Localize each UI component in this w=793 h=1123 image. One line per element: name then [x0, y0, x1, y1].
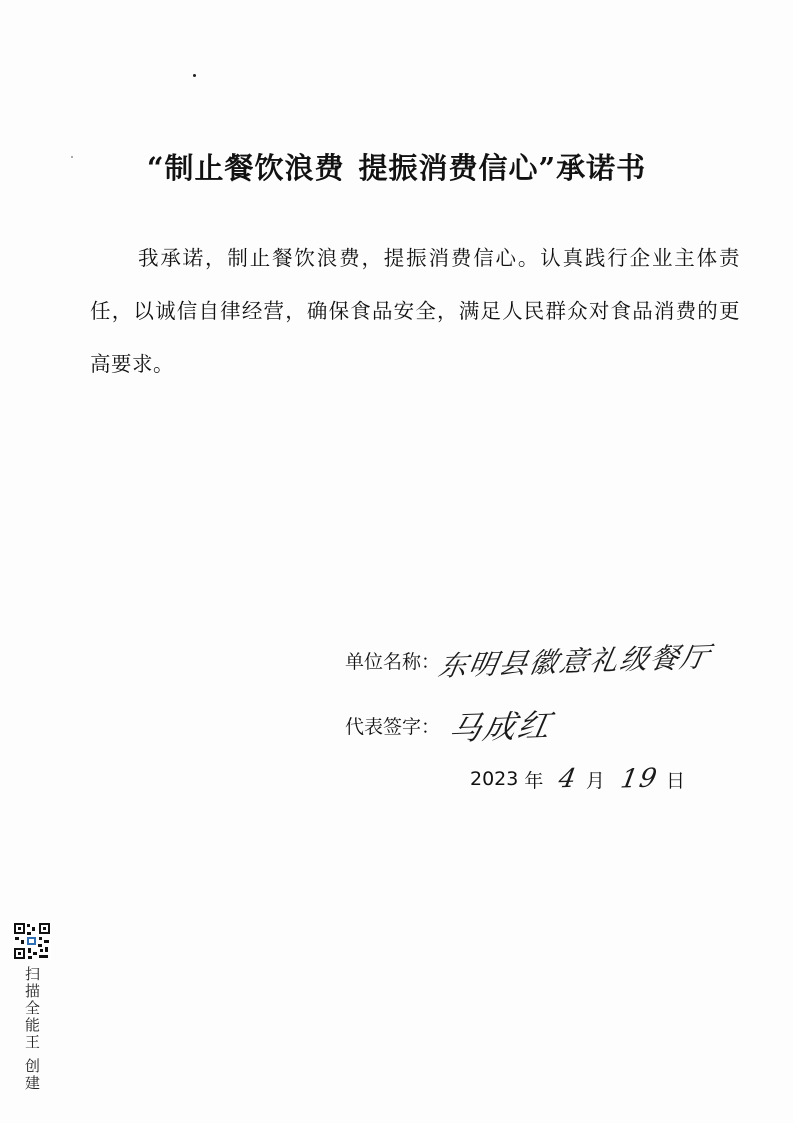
representative-label: 代表签字： [345, 715, 441, 738]
date-year-unit: 年 [524, 769, 544, 792]
qr-code-icon [13, 922, 51, 960]
scanner-watermark-label: 扫描全能王 创建 [23, 966, 41, 1092]
date-day-unit: 日 [666, 769, 686, 792]
title-part-1: “制止餐饮浪费 [146, 151, 345, 185]
unit-name-label: 单位名称： [345, 650, 441, 673]
unit-name-handwritten: 东明县徽意礼级餐厅 [435, 640, 714, 683]
document-title [0, 146, 793, 187]
representative-signature: 马成红 [445, 706, 556, 748]
date-month: 4 [556, 763, 581, 795]
representative-row [345, 702, 556, 748]
scan-speck [193, 74, 196, 77]
date-month-unit: 月 [585, 769, 605, 792]
date-row [470, 764, 685, 794]
unit-name-row [345, 640, 714, 683]
title-part-2: 提振消费信心”承诺书 [358, 151, 647, 185]
pledge-body: 我承诺，制止餐饮浪费，提振消费信心。认真践行企业主体责任，以诚信自律经营，确保食品安全，满足人民群众对食品消费的更高要求。 [90, 246, 740, 376]
date-year: 2023 [470, 768, 519, 790]
date-day: 19 [618, 763, 661, 795]
